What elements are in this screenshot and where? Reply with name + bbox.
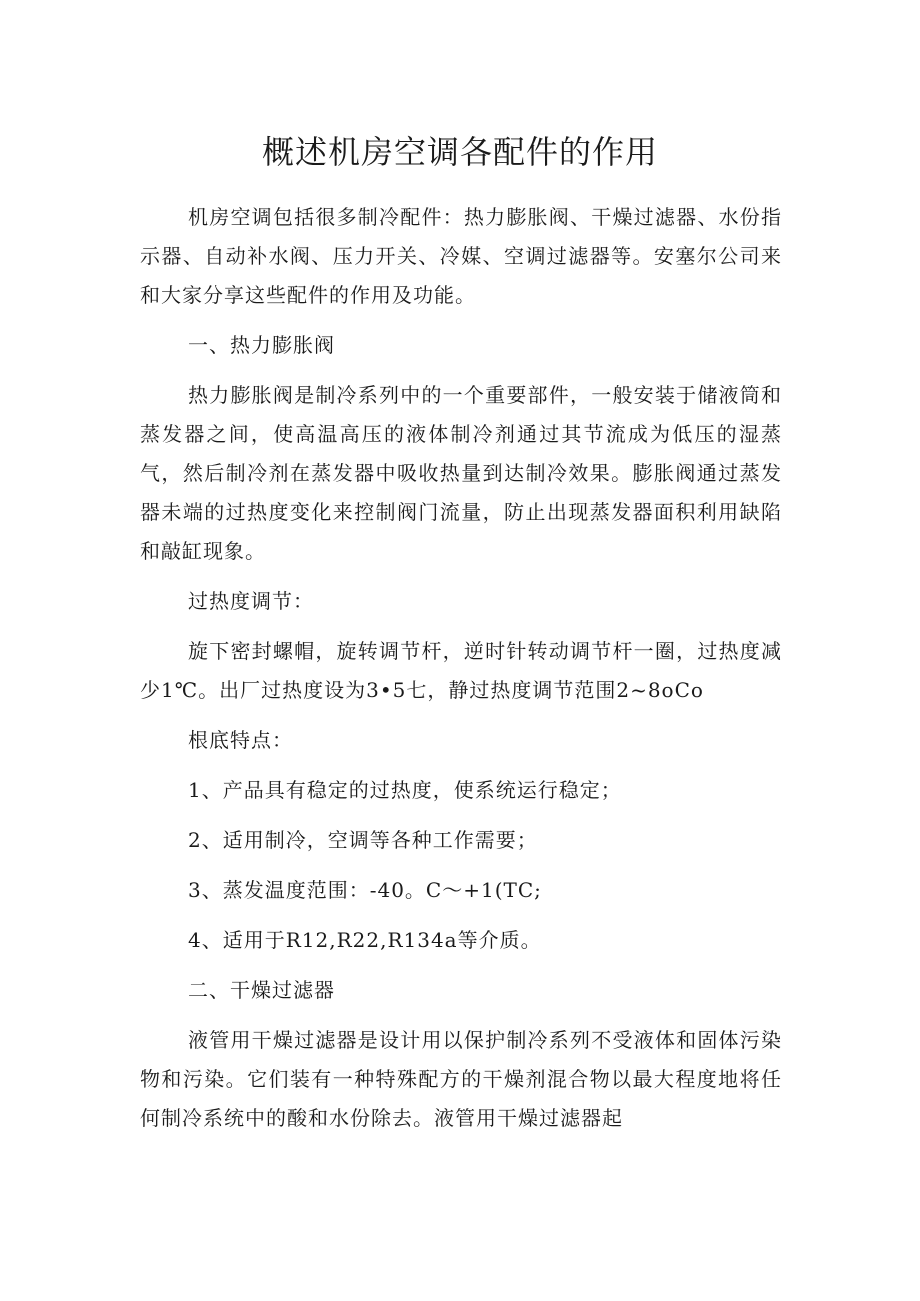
feature-item-3: 3、蒸发温度范围：-40。C～+1(TC; [188,878,542,902]
document-body [140,198,782,1149]
subheading-superheat-adjustment: 过热度调节： [188,589,314,613]
heading-thermal-expansion-valve: 一、热力膨胀阀 [188,333,335,357]
paragraph-superheat-adjustment: 旋下密封螺帽，旋转调节杆，逆时针转动调节杆一圈，过热度减少1℃。出厂过热度设为3•5七，静过热度调节范围2~8oCo [140,639,782,702]
feature-item-4: 4、适用于R12,R22,R134a等介质。 [188,928,542,952]
paragraph-intro: 机房空调包括很多制冷配件：热力膨胀阀、干燥过滤器、水份指示器、自动补水阀、压力开关、冷媒、空调过滤器等。安塞尔公司来和大家分享这些配件的作用及功能。 [140,205,782,307]
feature-item-2: 2、适用制冷，空调等各种工作需要； [188,828,538,852]
subheading-basic-features: 根底特点： [188,728,293,752]
paragraph-expansion-valve-description: 热力膨胀阀是制冷系列中的一个重要部件，一般安装于储液筒和蒸发器之间，使高温高压的液体制冷剂通过其节流成为低压的湿蒸气，然后制冷剂在蒸发器中吸收热量到达制冷效果。膨胀阀通过蒸发器未端的过热度变化来控制阀门流量，防止出现蒸发器面积利用缺陷和敲缸现象。 [140,383,782,563]
heading-drier-filter: 二、干燥过滤器 [188,978,335,1002]
paragraph-drier-filter-description: 液管用干燥过滤器是设计用以保护制冷系列不受液体和固体污染物和污染。它们装有一种特殊配方的干燥剂混合物以最大程度地将任何制冷系统中的酸和水份除去。液管用干燥过滤器起 [140,1028,782,1130]
feature-item-1: 1、产品具有稳定的过热度，使系统运行稳定； [188,778,622,802]
document-title: 概述机房空调各配件的作用 [261,133,658,171]
